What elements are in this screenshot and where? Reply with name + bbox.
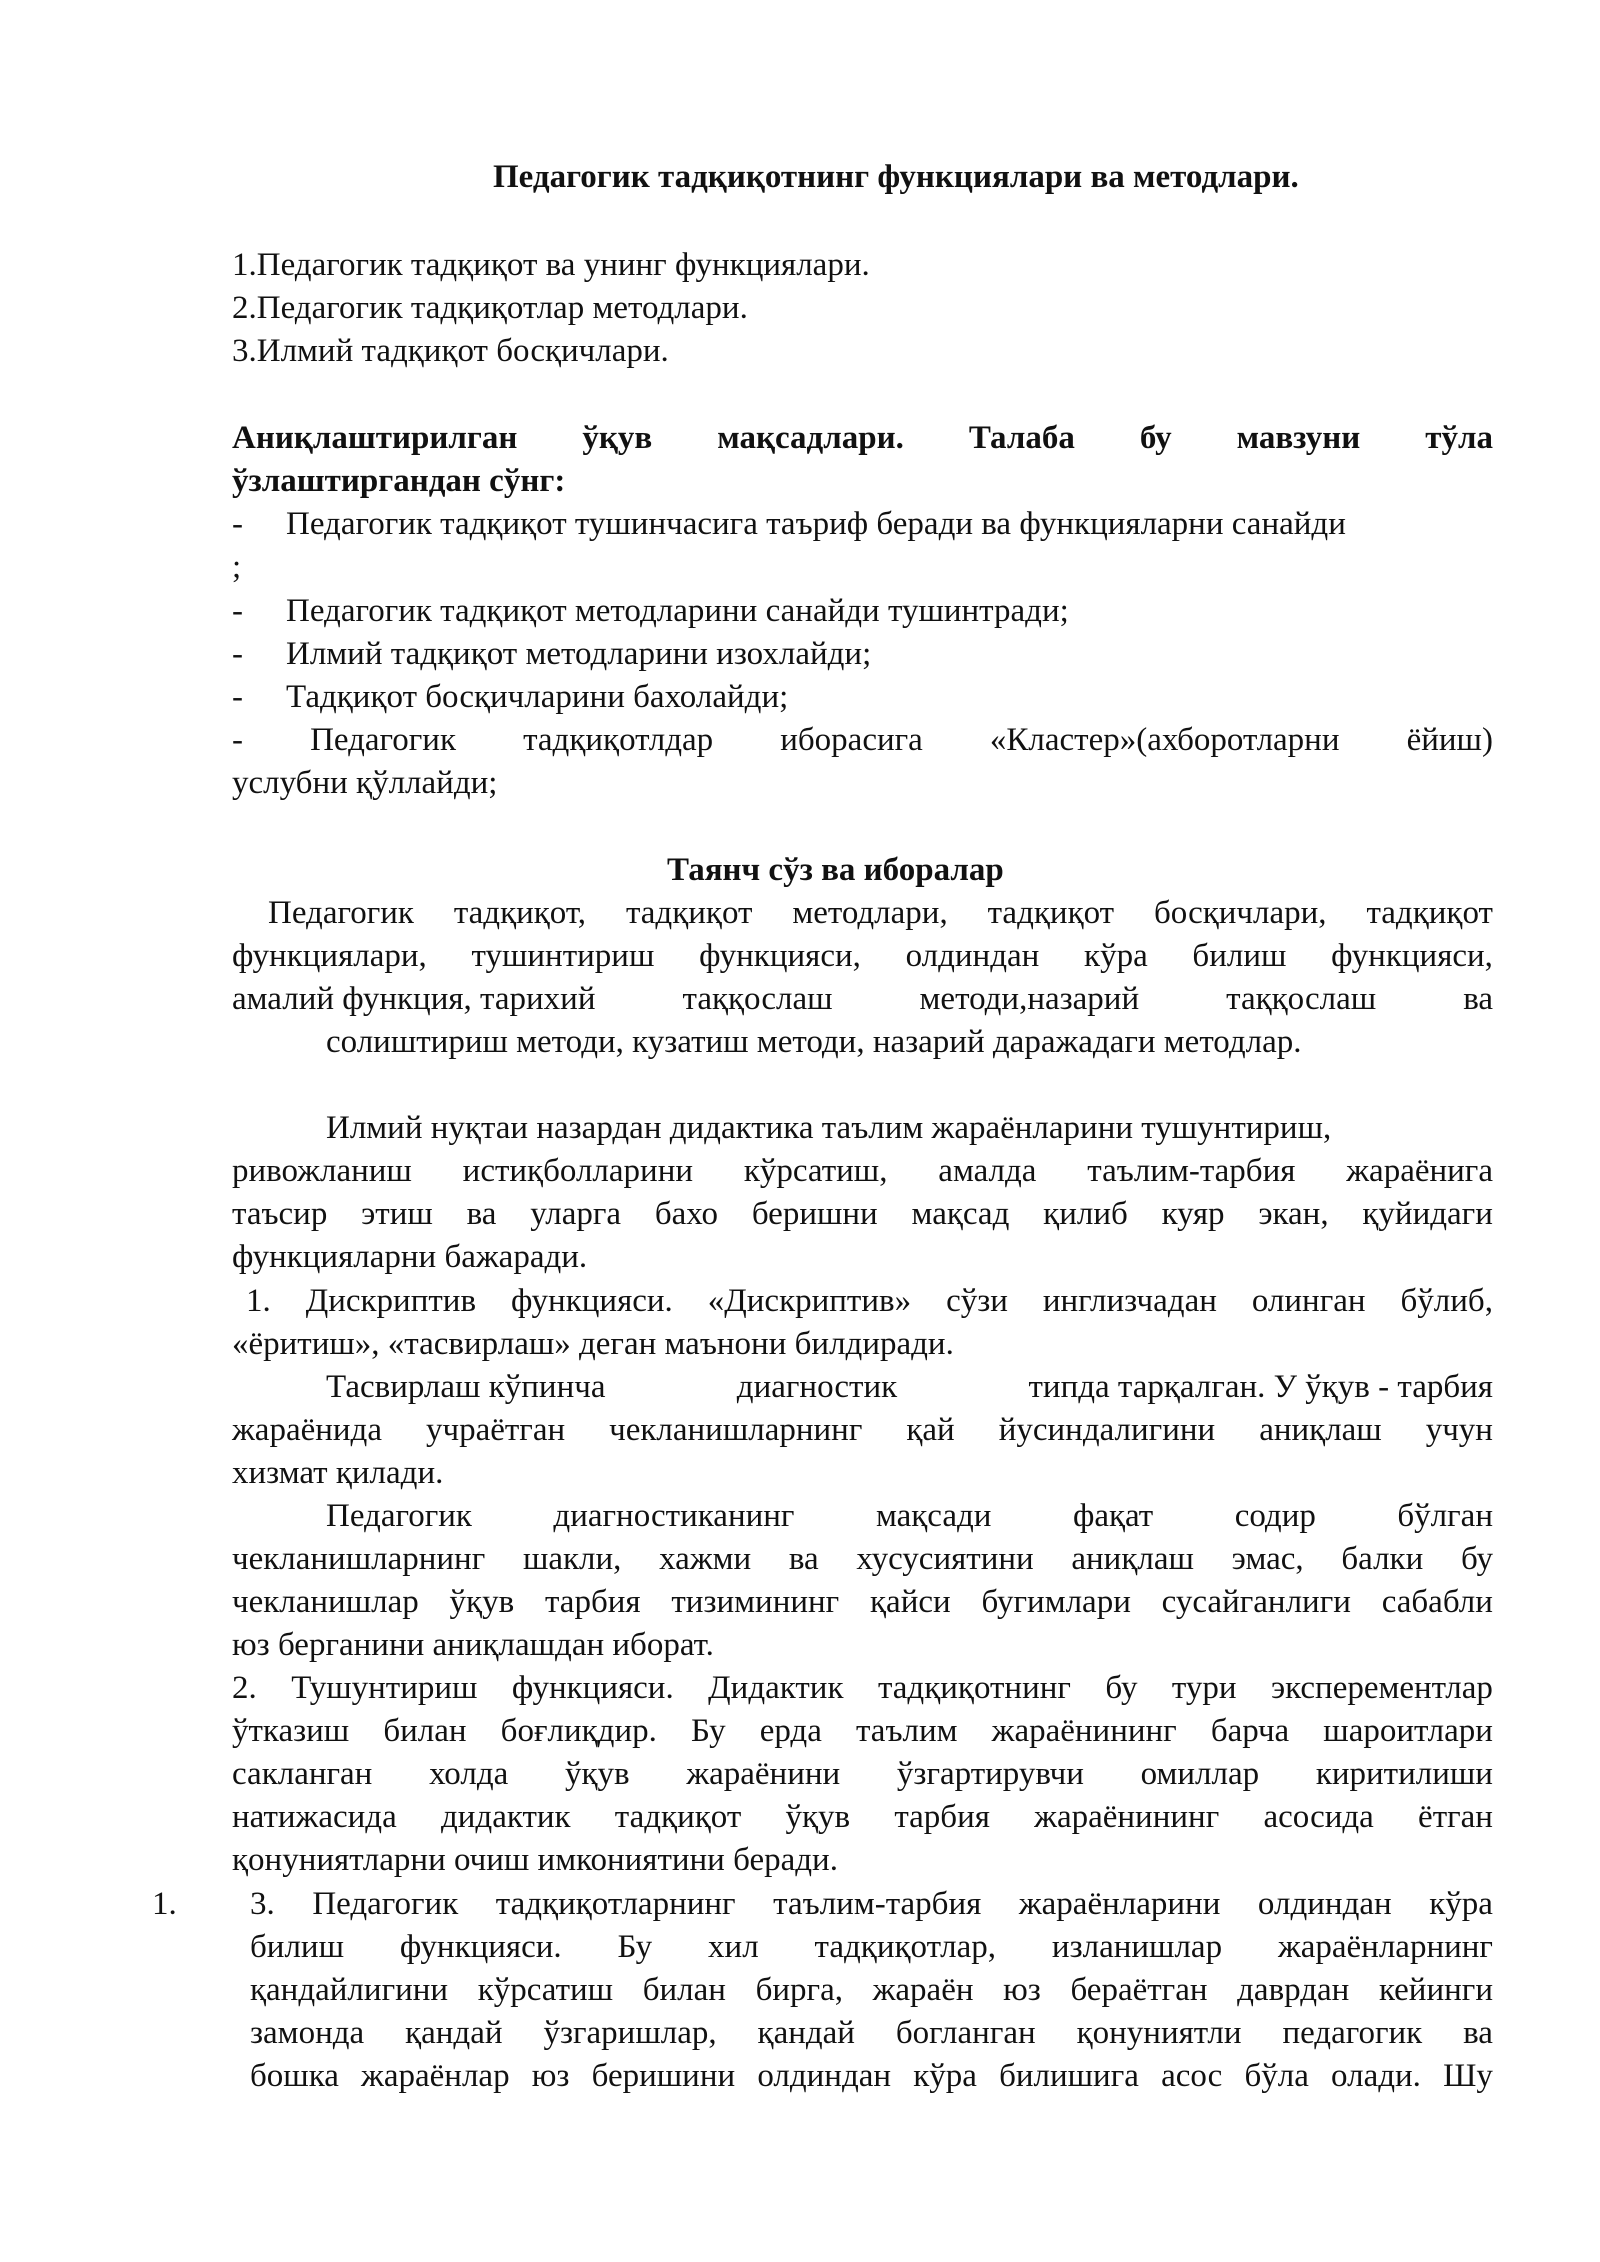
page-title: Педагогик тадқиқотнинг функциялари ва методлари. [493,159,1299,195]
word: хил [708,1929,759,1965]
word: бугимлари [981,1584,1131,1620]
word: қандай [757,2015,855,2051]
body-paragraph [232,1539,1493,1579]
word: кўра [913,2058,977,2094]
word: ётган [1418,1799,1493,1835]
objective-text: ; [232,549,242,585]
word: уларга [530,1196,622,1232]
word: «Кластер»(ахборотларни [989,722,1340,758]
word: Педагогик [268,895,414,931]
word: билишига [999,2058,1139,2094]
word: ва [788,1541,819,1577]
word: методлари, [792,895,948,931]
word: бўла [1244,2058,1309,2094]
word: тадқиқот [1366,895,1493,931]
word: тизимининг [671,1584,840,1620]
word: бераётган [1070,1972,1208,2008]
word: Шу [1443,2058,1493,2094]
word: иборасига [780,722,923,758]
bullet-dash: - [232,679,243,715]
keywords-text [268,893,1493,933]
word: таъсир [232,1196,328,1232]
word: кўрсатиш [477,1972,614,2008]
word: тадқиқотнинг [877,1670,1071,1706]
word: беришини [591,2058,736,2094]
word: бўлиб, [1400,1283,1493,1319]
word: беришни [751,1196,878,1232]
word: қилиб [1043,1196,1128,1232]
word: холда [429,1756,509,1792]
word: сабабли [1381,1584,1493,1620]
word: қайси [870,1584,951,1620]
word: диагностик [736,1369,898,1405]
word: мавзуни [1236,420,1361,456]
keywords-text [232,979,1493,1019]
keywords-text [232,936,1493,976]
word: тарбия [544,1584,641,1620]
body-paragraph [232,1668,1493,1708]
word: бирга, [755,1972,843,2008]
word: Тушунтириш [291,1670,478,1706]
word: Талаба [968,420,1075,456]
word: кўра [1084,938,1148,974]
word: бахо [654,1196,719,1232]
word: дидактик [440,1799,571,1835]
body-paragraph [250,1970,1493,2010]
objectives-heading [232,418,1493,458]
plan-item: 3.Илмий тадқиқот босқичлари. [232,333,669,369]
word: аниқлаш [1071,1541,1194,1577]
word: ўқув [582,420,653,456]
body-paragraph [250,1927,1493,1967]
word: кўра [1429,1886,1493,1922]
objective-item [232,634,871,674]
word: қандайлигини [250,1972,449,2008]
word: мақсади [875,1498,992,1534]
word: жараёнини [686,1756,841,1792]
objective-text: Педагогик тадқиқот тушинчасига таъриф беради ва функцияларни санайди [286,506,1346,542]
word: Педагогик [312,1886,459,1922]
bullet-dash: - [232,636,243,672]
word: бўлган [1397,1498,1493,1534]
word: амалда [938,1153,1037,1189]
word: қай [906,1412,955,1448]
word: функциялари, [232,938,427,974]
body-paragraph [232,1410,1493,1450]
word: «Дискриптив» [707,1283,912,1319]
word: шароитлари [1323,1713,1493,1749]
word: бу [1139,420,1172,456]
word: тадқиқот [987,895,1115,931]
word: функцияси, [1331,938,1493,974]
word: жараён [872,1972,974,2008]
word: ўқув [785,1799,851,1835]
word: таққослаш [682,981,833,1017]
objective-item: услубни қўллайди; [232,765,498,801]
plan-item: 2.Педагогик тадқиқотлар методлари. [232,290,748,326]
word: босқичлари, [1153,895,1327,931]
word: педагогик [1282,2015,1423,2051]
word: йусиндалигини [998,1412,1216,1448]
body-paragraph [246,1281,1493,1321]
word: содир [1234,1498,1316,1534]
word: тадқиқотлар, [814,1929,997,1965]
word: тарбия [894,1799,990,1835]
word: Бу [617,1929,653,1965]
word: мақсадлари. [717,420,904,456]
word: богланган [895,2015,1036,2051]
word: сакланган [232,1756,373,1792]
word: барча [1210,1713,1290,1749]
word: типда тарқалган. У ўқув - тарбия [1028,1369,1493,1405]
list-number: 1. [152,1886,177,1922]
word: шакли, [522,1541,622,1577]
word: Педагогик [326,1498,472,1534]
body-paragraph [326,1367,1493,1407]
word: асос [1161,2058,1223,2094]
objective-item [232,677,788,717]
word: тушинтириш [471,938,655,974]
word: қонуниятли [1076,2015,1242,2051]
body-paragraph [232,1151,1493,1191]
bullet-dash: - [232,593,243,629]
word: сўзи [946,1283,1008,1319]
word: инглизчадан [1042,1283,1217,1319]
word: диагностиканинг [553,1498,795,1534]
word: жараёнларини [1018,1886,1221,1922]
body-paragraph [250,2056,1493,2096]
word: ўтказиш [232,1713,350,1749]
word: ривожланиш [232,1153,412,1189]
word: олдиндан [1257,1886,1392,1922]
word: эксперементлар [1271,1670,1493,1706]
objective-item [232,547,241,587]
objective-item [232,591,1069,631]
plan-item: 1.Педагогик тадқиқот ва унинг функциялари. [232,247,870,283]
word: - [232,722,243,758]
word: бошка [250,2058,339,2094]
word: олинган [1251,1283,1366,1319]
word: жараёнлар [361,2058,510,2094]
word: бу [1460,1541,1493,1577]
word: замонда [250,2015,365,2051]
objectives-heading: ўзлаштиргандан сўнг: [232,463,566,499]
word: олади. [1331,2058,1421,2094]
word: 1. [246,1283,271,1319]
word: натижасида [232,1799,397,1835]
word: қуйидаги [1362,1196,1493,1232]
word: сусайганлиги [1161,1584,1351,1620]
word: даврдан [1237,1972,1350,2008]
word: ва [466,1196,497,1232]
keywords-text: солиштириш методи, кузатиш методи, назарий даражадаги методлар. [326,1024,1302,1060]
word: методи,назарий [919,981,1140,1017]
word: ўқув [564,1756,630,1792]
word: Педагогик [310,722,456,758]
word: тадқиқотлдар [523,722,714,758]
word: учун [1425,1412,1493,1448]
word: ва [1463,2015,1493,2051]
word: куяр [1161,1196,1225,1232]
word: Дидактик [708,1670,844,1706]
word: тадқиқот [614,1799,742,1835]
word: функцияси. [511,1283,673,1319]
word: киритилиши [1315,1756,1493,1792]
word: тадқиқотларнинг [495,1886,736,1922]
word: жараёнининг [991,1713,1177,1749]
word: бу [1105,1670,1138,1706]
body-paragraph: юз берганини аниқлашдан иборат. [232,1627,714,1663]
word: этиш [361,1196,433,1232]
word: тўла [1425,420,1493,456]
word: таққослаш [1226,981,1377,1017]
word: Тасвирлаш кўпинча [326,1369,606,1405]
objective-text: Педагогик тадқиқот методларини санайди тушинтради; [286,593,1069,629]
word: истиқболларини [462,1153,694,1189]
word: қандай [405,2015,503,2051]
body-paragraph [232,1754,1493,1794]
word: ўқув [449,1584,515,1620]
word: ўзгартирувчи [896,1756,1084,1792]
word: тадқиқот, [453,895,587,931]
bullet-dash: - [232,506,243,542]
word: фақат [1072,1498,1154,1534]
word: таълим [855,1713,958,1749]
word: 2. [232,1670,257,1706]
body-paragraph: «ёритиш», «тасвирлаш» деган маънони билдиради. [232,1326,954,1362]
word: билиш [1192,938,1287,974]
body-paragraph [250,2013,1493,2053]
word: жараёнларнинг [1277,1929,1493,1965]
word: учраётган [425,1412,566,1448]
objective-text: Илмий тадқиқот методларини изохлайди; [286,636,872,672]
objective-item [232,504,1346,544]
word: ва [1463,981,1493,1017]
word: тури [1171,1670,1237,1706]
word: хажми [659,1541,752,1577]
word: чекланишларнинг [609,1412,863,1448]
word: балки [1341,1541,1424,1577]
body-paragraph [326,1496,1493,1536]
word: олдиндан [757,2058,892,2094]
word: омиллар [1140,1756,1260,1792]
word: ёйиш) [1406,722,1493,758]
word: боғлиқдир. [500,1713,657,1749]
body-paragraph: Илмий нуқтаи назардан дидактика таълим жараёнларини тушунтириш, [326,1110,1332,1146]
body-paragraph [232,1194,1493,1234]
word: асосида [1263,1799,1374,1835]
word: чекланишлар [232,1584,419,1620]
word: экан, [1258,1196,1329,1232]
word: кўрсатиш, [743,1153,888,1189]
word: жараёнида [232,1412,382,1448]
word: кейинги [1378,1972,1493,2008]
objective-text: Тадқиқот босқичларини бахолайди; [286,679,789,715]
word: таълим-тарбия [773,1886,982,1922]
word: олдиндан [905,938,1040,974]
word: функцияси, [699,938,861,974]
body-paragraph [232,1711,1493,1751]
body-paragraph [250,1884,1493,1924]
word: функцияси. [511,1670,674,1706]
word: билан [642,1972,726,2008]
word: тадқиқот [625,895,753,931]
body-paragraph [232,1797,1493,1837]
word: жараёнининг [1034,1799,1220,1835]
keywords-heading: Таянч сўз ва иборалар [667,852,1004,888]
word: Аниқлаштирилган [232,420,518,456]
word: ерда [759,1713,822,1749]
word: Бу [690,1713,726,1749]
word: Дискриптив [305,1283,477,1319]
word: чекланишларнинг [232,1541,486,1577]
word: амалий функция, тарихий [232,981,596,1017]
word: мақсад [911,1196,1010,1232]
word: ўзгаришлар, [543,2015,717,2051]
word: 3. [250,1886,275,1922]
objective-item [232,720,1493,760]
word: изланишлар [1051,1929,1223,1965]
body-paragraph: қонуниятларни очиш имкониятини беради. [232,1842,838,1878]
word: юз [1003,1972,1041,2008]
word: эмас, [1231,1541,1304,1577]
word: функцияси. [399,1929,562,1965]
body-paragraph: хизмат қилади. [232,1455,444,1491]
word: билиш [250,1929,344,1965]
body-paragraph [232,1582,1493,1622]
word: таълим-тарбия [1087,1153,1296,1189]
word: жараёнига [1346,1153,1493,1189]
word: аниқлаш [1259,1412,1382,1448]
word: билан [383,1713,467,1749]
body-paragraph: функцияларни бажаради. [232,1239,588,1275]
word: юз [531,2058,570,2094]
word: хусусиятини [856,1541,1034,1577]
